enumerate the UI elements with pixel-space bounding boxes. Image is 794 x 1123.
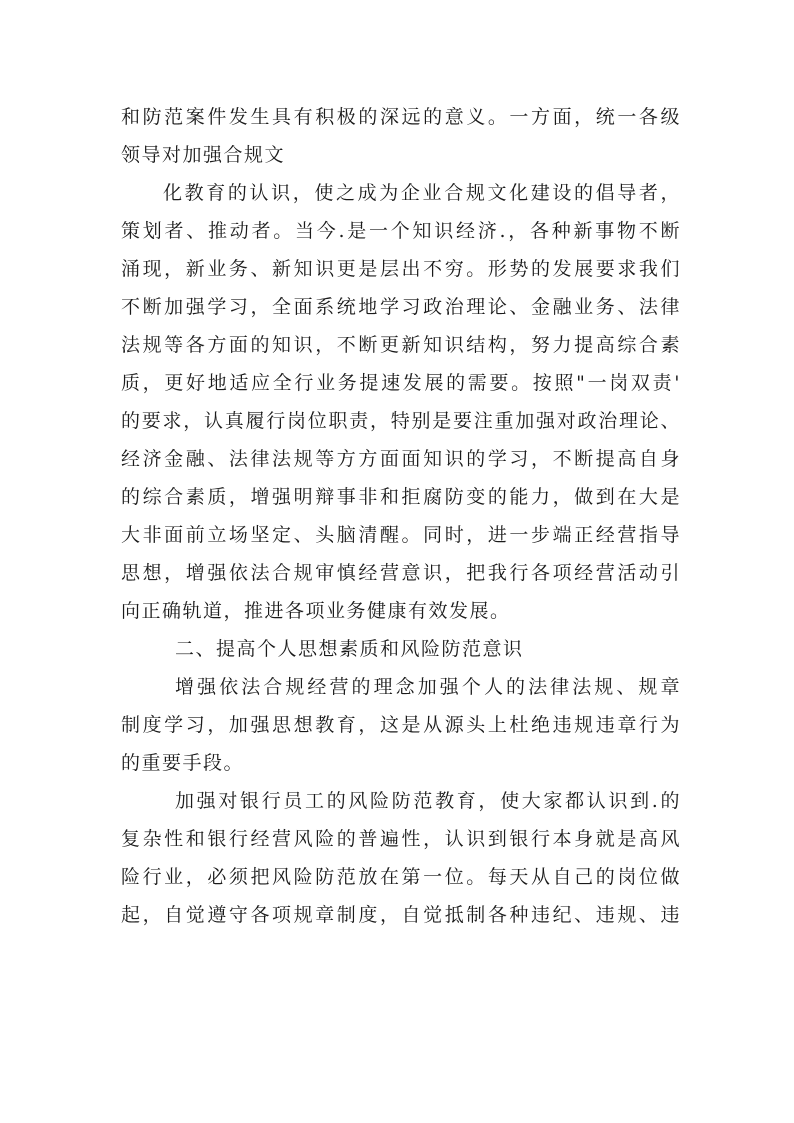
paragraph-line: 质，更好地适应全行业务提速发展的需要。按照"一岗双责' bbox=[121, 372, 681, 394]
paragraph-line: 增强依法合规经营的理念加强个人的法律法规、规章 bbox=[175, 676, 681, 698]
paragraph-line: 制度学习，加强思想教育，这是从源头上杜绝违规违章行为 bbox=[121, 714, 681, 736]
paragraph-line: 加强对银行员工的风险防范教育，使大家都认识到.的 bbox=[175, 790, 681, 812]
paragraph-line: 起，自觉遵守各项规章制度，自觉抵制各种违纪、违规、违 bbox=[121, 904, 681, 926]
paragraph-line: 的综合素质，增强明辩事非和拒腐防变的能力，做到在大是 bbox=[121, 486, 681, 508]
paragraph-line: 的重要手段。 bbox=[121, 752, 245, 774]
section-heading: 二、提高个人思想素质和风险防范意识 bbox=[175, 638, 524, 660]
paragraph-line: 化教育的认识，使之成为企业合规文化建设的倡导者， bbox=[163, 182, 681, 204]
paragraph-line: 策划者、推动者。当今.是一个知识经济.，各种新事物不断 bbox=[121, 220, 681, 242]
paragraph-line: 经济金融、法律法规等方方面面知识的学习，不断提高自身 bbox=[121, 448, 681, 470]
paragraph-line: 险行业，必须把风险防范放在第一位。每天从自己的岗位做 bbox=[121, 866, 681, 888]
paragraph-line: 大非面前立场坚定、头脑清醒。同时，进一步端正经营指导 bbox=[121, 524, 681, 546]
paragraph-line: 思想，增强依法合规审慎经营意识，把我行各项经营活动引 bbox=[121, 562, 681, 584]
paragraph-line: 不断加强学习，全面系统地学习政治理论、金融业务、法律 bbox=[121, 296, 681, 318]
paragraph-line: 向正确轨道，推进各项业务健康有效发展。 bbox=[121, 600, 511, 622]
paragraph-line: 法规等各方面的知识，不断更新知识结构，努力提高综合素 bbox=[121, 334, 681, 356]
paragraph-line: 的要求，认真履行岗位职责，特别是要注重加强对政治理论、 bbox=[121, 410, 681, 432]
paragraph-line: 和防范案件发生具有积极的深远的意义。一方面，统一各级 bbox=[121, 106, 681, 128]
document-body bbox=[121, 98, 681, 934]
paragraph-line: 涌现，新业务、新知识更是层出不穷。形势的发展要求我们 bbox=[121, 258, 681, 280]
paragraph-line: 领导对加强合规文 bbox=[121, 144, 286, 166]
paragraph-line: 复杂性和银行经营风险的普遍性，认识到银行本身就是高风 bbox=[121, 828, 681, 850]
